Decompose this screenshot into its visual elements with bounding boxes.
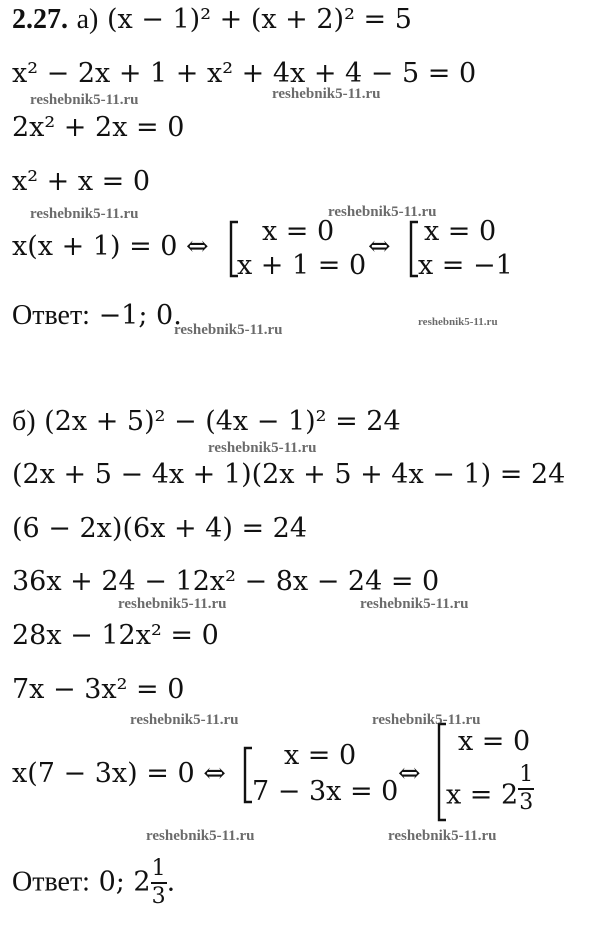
part-b-system2-top: x = 0 [458, 726, 531, 757]
part-a-iff: ⇔ [368, 231, 391, 262]
watermark: reshebnik5-11.ru [328, 204, 437, 220]
part-a-system2-top: x = 0 [424, 216, 497, 247]
problem-header [12, 6, 412, 34]
watermark: reshebnik5-11.ru [208, 440, 317, 456]
watermark: reshebnik5-11.ru [360, 596, 469, 612]
watermark: reshebnik5-11.ru [30, 206, 139, 222]
watermark: reshebnik5-11.ru [372, 712, 481, 728]
part-b-answer-prefix: 0; 2 [98, 866, 151, 898]
part-b-step2: (6 − 2x)(6x + 4) = 24 [12, 513, 308, 544]
watermark: reshebnik5-11.ru [388, 828, 497, 844]
part-b-answer-line [12, 858, 175, 908]
part-a-step1: x² − 2x + 1 + x² + 4x + 4 − 5 = 0 [12, 58, 477, 89]
part-b-label: б) [12, 406, 36, 437]
part-b-step3: 36x + 24 − 12x² − 8x − 24 = 0 [12, 566, 440, 597]
watermark: reshebnik5-11.ru [174, 322, 283, 338]
fraction [518, 764, 534, 814]
watermark: reshebnik5-11.ru [130, 712, 239, 728]
part-a-step3: x² + x = 0 [12, 166, 151, 197]
part-a-system2-bottom: x = −1 [418, 250, 513, 281]
watermark: reshebnik5-11.ru [146, 828, 255, 844]
watermark: reshebnik5-11.ru [118, 596, 227, 612]
problem-number: 2.27. [12, 4, 68, 35]
part-a-factored: x(x + 1) = 0 ⇔ [12, 231, 209, 262]
fraction-denominator: 3 [519, 790, 534, 815]
part-b-iff: ⇔ [398, 758, 421, 789]
part-a-answer: −1; 0. [98, 300, 182, 331]
part-b-answer-label: Ответ: [12, 866, 90, 898]
part-a-step2: 2x² + 2x = 0 [12, 112, 185, 143]
part-a-label: а) [76, 4, 99, 35]
answer-fraction-numerator: 1 [151, 858, 167, 884]
part-b-system1-bottom: 7 − 3x = 0 [252, 776, 399, 807]
answer-fraction [151, 858, 167, 908]
part-a-equation: (x − 1)² + (x + 2)² = 5 [106, 4, 412, 35]
watermark: reshebnik5-11.ru [30, 92, 139, 108]
fraction-numerator: 1 [518, 764, 534, 790]
part-b-factored: x(7 − 3x) = 0 ⇔ [12, 758, 226, 789]
watermark: reshebnik5-11.ru [272, 86, 381, 102]
part-b-equation: (2x + 5)² − (4x − 1)² = 24 [44, 406, 401, 437]
part-a-answer-line [12, 302, 182, 330]
part-b-system2-bottom-prefix: x = 2 [446, 779, 519, 811]
part-a-system1-bottom: x + 1 = 0 [237, 250, 367, 281]
part-b-step4: 28x − 12x² = 0 [12, 620, 219, 651]
part-b-answer-suffix: . [166, 866, 176, 898]
part-b-system1-top: x = 0 [284, 740, 357, 771]
part-b-step5: 7x − 3x² = 0 [12, 674, 185, 705]
part-b-step1: (2x + 5 − 4x + 1)(2x + 5 + 4x − 1) = 24 [12, 459, 566, 490]
watermark: reshebnik5-11.ru [418, 316, 498, 328]
part-a-answer-label: Ответ: [12, 300, 90, 331]
answer-fraction-denominator: 3 [151, 884, 166, 909]
part-b-header [12, 408, 401, 436]
part-b-system2-bottom [446, 762, 534, 815]
part-a-system1-top: x = 0 [262, 216, 335, 247]
